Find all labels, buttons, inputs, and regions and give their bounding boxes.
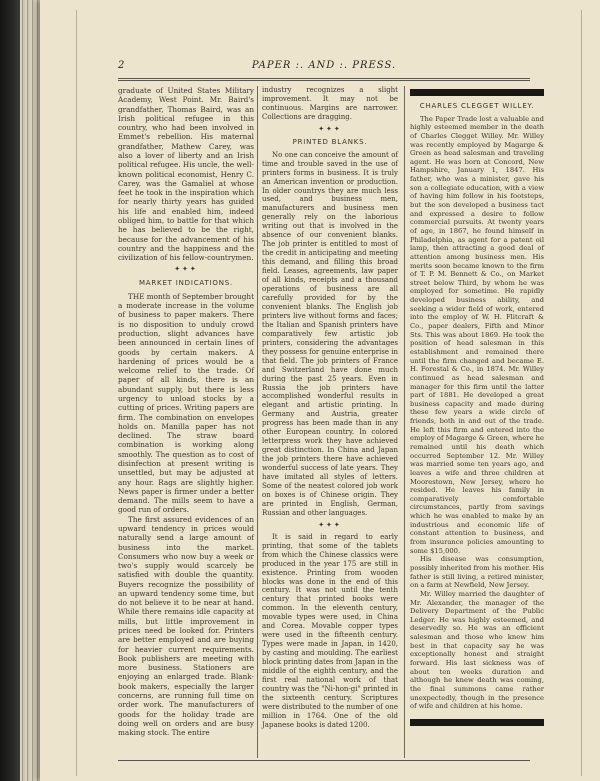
paragraph: The Paper Trade lost a valuable and highly esteemed member in the death of Charles Clegget Willey. Mr. Willey was recently employed by Magarge & Green as head salesman and traveling agent. He was born at Concord, New Hampshire, January 1, 1847. His father, who was a minister, gave his son a collegiate education, with a view of having him follow in his footsteps, but the son developed a business tact and expressed a desire to follow commercial pursuits. At twenty years of age, in 1867, he found himself in Philadelphia, as agent for a patent oil lamp, then attracting a good deal of attention among business men. His merits soon became known to the firm of T. P. M. Bennett & Co., on Market street below Third, by whom he was employed for sometime. He rapidly developed business ability, and seeking a wider field of work, entered into the employ of W. H. Flitcraft & Co., paper dealers, Fifth and Minor Sts. This was about 1869. He took the position of head salesman in this establishment and remained there until the firm changed and became E. H. Forestal & Co., in 1874. Mr. Willey continued as head salesman and manager for this firm until the latter part of 1881. He developed a great business capacity and made during these few years a wide circle of friends, both in and out of the trade. He left this firm and entered into the employ of Magarge & Green, where he remained until his death which occurred September 12. Mr. Willey was married some ten years ago, and leaves a wife and three children at Moorestown, New Jersey, where he resided. He leaves his family in comparatively comfortable circumstances, partly from savings which he was enabled to make by an industrious and economic life of constant attention to business, and from insurance policies amounting to some $15,000. <box>410 114 544 555</box>
header-rule <box>118 78 530 81</box>
header-title: PAPER :. AND :. PRESS. <box>251 60 397 71</box>
obituary-black-bar <box>410 719 544 726</box>
paragraph: Mr. Willey married the daughter of Mr. Alexander, the manager of the Delivery Department of the Public Ledger. He was highly esteemed, and deservedly so. He was an efficient salesman and those who knew him best in that capacity say he was exceptionally honest and straight forward. His last sickness was of about ten weeks duration and although he knew death was coming, the final summons came rather unexpectedly, though in the presence of wife and children at his home. <box>410 589 544 711</box>
ornament-divider: ✦✦✦ <box>318 520 342 529</box>
paragraph: THE month of September brought a moderate increase in the volume of business to paper makers. There is no disposition to unduly crowd production, slight advances have been announced in certain lines of goods by certain makers. A hardening of prices would be a welcome relief to the trade. Of paper of all kinds, there is an abundant supply, but there is less urgency to unload stocks by a cutting of prices. Writing papers are firm. The combination on envelopes holds on. Manilla paper has not declined. The straw board combination is working along smoothly. The question as to cost of disinfection at present writing is unsettled, but may be adjusted at any hour. Rags are slightly higher. News paper is firmer under a better demand. The mills seem to have a good run of orders. <box>118 291 254 515</box>
paragraph: industry recognizes a slight improvement. It may not be continuous. Margins are narrower. Collections are dragging. <box>262 86 398 121</box>
column-3 <box>410 86 544 732</box>
obituary-black-bar <box>410 89 544 96</box>
paragraph: It is said in regard to early printing, that some of the tablets from which the Chinese classics were produced in the year 175 are still in existence. Printing from wooden blocks was done in the end of this century. It was not until the tenth century that printed books were common. In the eleventh century, movable types were used, in China and Corea. Movable copper types were used in the fifteenth century. Types were made in Japan, in 1420, by casting and moulding. The earliest block printing dates from Japan in the middle of the eighth century, and the first real national work of that country was the "Ni-hon-gi" printed in the sixteenth century. Scriptures were distributed to the number of one million in 1764. One of the old Japanese books is dated 1200. <box>262 532 398 729</box>
column-2 <box>262 86 398 730</box>
page-number: 2 <box>118 60 125 71</box>
running-header <box>118 60 530 76</box>
section-heading: PRINTED BLANKS. <box>292 137 368 146</box>
bottom-rule <box>118 760 530 761</box>
paragraph: His disease was consumption, possibly inherited from his mother. His father is still living, a retired minister, on a farm at Newfield, New Jersey. <box>410 555 544 590</box>
obituary-heading: CHARLES CLEGGET WILLEY. <box>419 102 535 110</box>
paragraph: graduate of United States Military Academy, West Point. Mr. Baird's grandfather, Thomas Baird, was an Irish political refugee in this country, who had been involved in Emmet's rebellion. His maternal grandfather, Mathew Carey, was also a lover of liberty and an Irish political refugee. His uncle, the well-known political economist, Henry C. Carey, was the Gamaliel at whose feet he took in the inspiration which for nearly thirty years has guided his life and enabled him, indeed obliged him, to battle for that which he has believed to be the right, because for the advancement of his country and the happiness and the civilization of his fellow-countrymen. <box>118 86 254 263</box>
column-divider <box>257 86 258 758</box>
paragraph: The first assured evidences of an upward tendency in prices would naturally send a large amount of business into the market. Consumers who now buy a week or two's supply would scarcely be satisfied with double the quantity. Buyers recognize the possibility of an upward tendency some time, but do not believe it to be near at hand. While there remains idle capacity at mills, but little improvement in prices need be looked for. Printers are better employed and are buying for heavier current requirements. Book publishers are meeting with more business. Stationers are enjoying an enlarged trade. Blank-book makers, especially the larger concerns, are running full time on order work. The manufacturers of goods for the holiday trade are doing well on orders and are busy making stock. The entire <box>118 514 254 738</box>
ornament-divider: ✦✦✦ <box>174 265 198 274</box>
book-binding <box>0 0 20 781</box>
ornament-divider: ✦✦✦ <box>318 124 342 133</box>
column-1 <box>118 86 254 737</box>
column-divider <box>404 86 405 758</box>
section-heading: MARKET INDICATIONS. <box>138 278 234 287</box>
paragraph: No one can conceive the amount of time and trouble saved in the use of printers forms in business. It is truly an American invention or production. In older countrys they are much less used, and business men, manufacturers and business men generally rely on the laborious writing out that is involved in the absence of our convenient blanks. The job printer is entitled to most of the credit in anticipating and meeting this demand, and filling this broad field. Leases, agreements, law paper of all kinds, receipts and a thousand operations of business are all carefully provided for by the convenient blanks. The English job printers live without forms and faces; the Italian and Spanish printers have comparatively few artistic job printers, considering the advantages they possess for genuine enterprise in that field. The job printers of France and Switzerland have done much during the past 25 years. Even in Russia the job printers have accomplished wonderful results in elegant and artistic printing. In Germany and Austria, greater progress has been made than in any other European country. In colored letterpress work they have achieved great distinction. In China and Japan the job printers there have achieved wonderful success of late years. They have imitated all styles of letters. Some of the neatest colored job work on boxes is of Chinese origin. They are printed in English, German, Russian and other languages. <box>262 150 398 517</box>
